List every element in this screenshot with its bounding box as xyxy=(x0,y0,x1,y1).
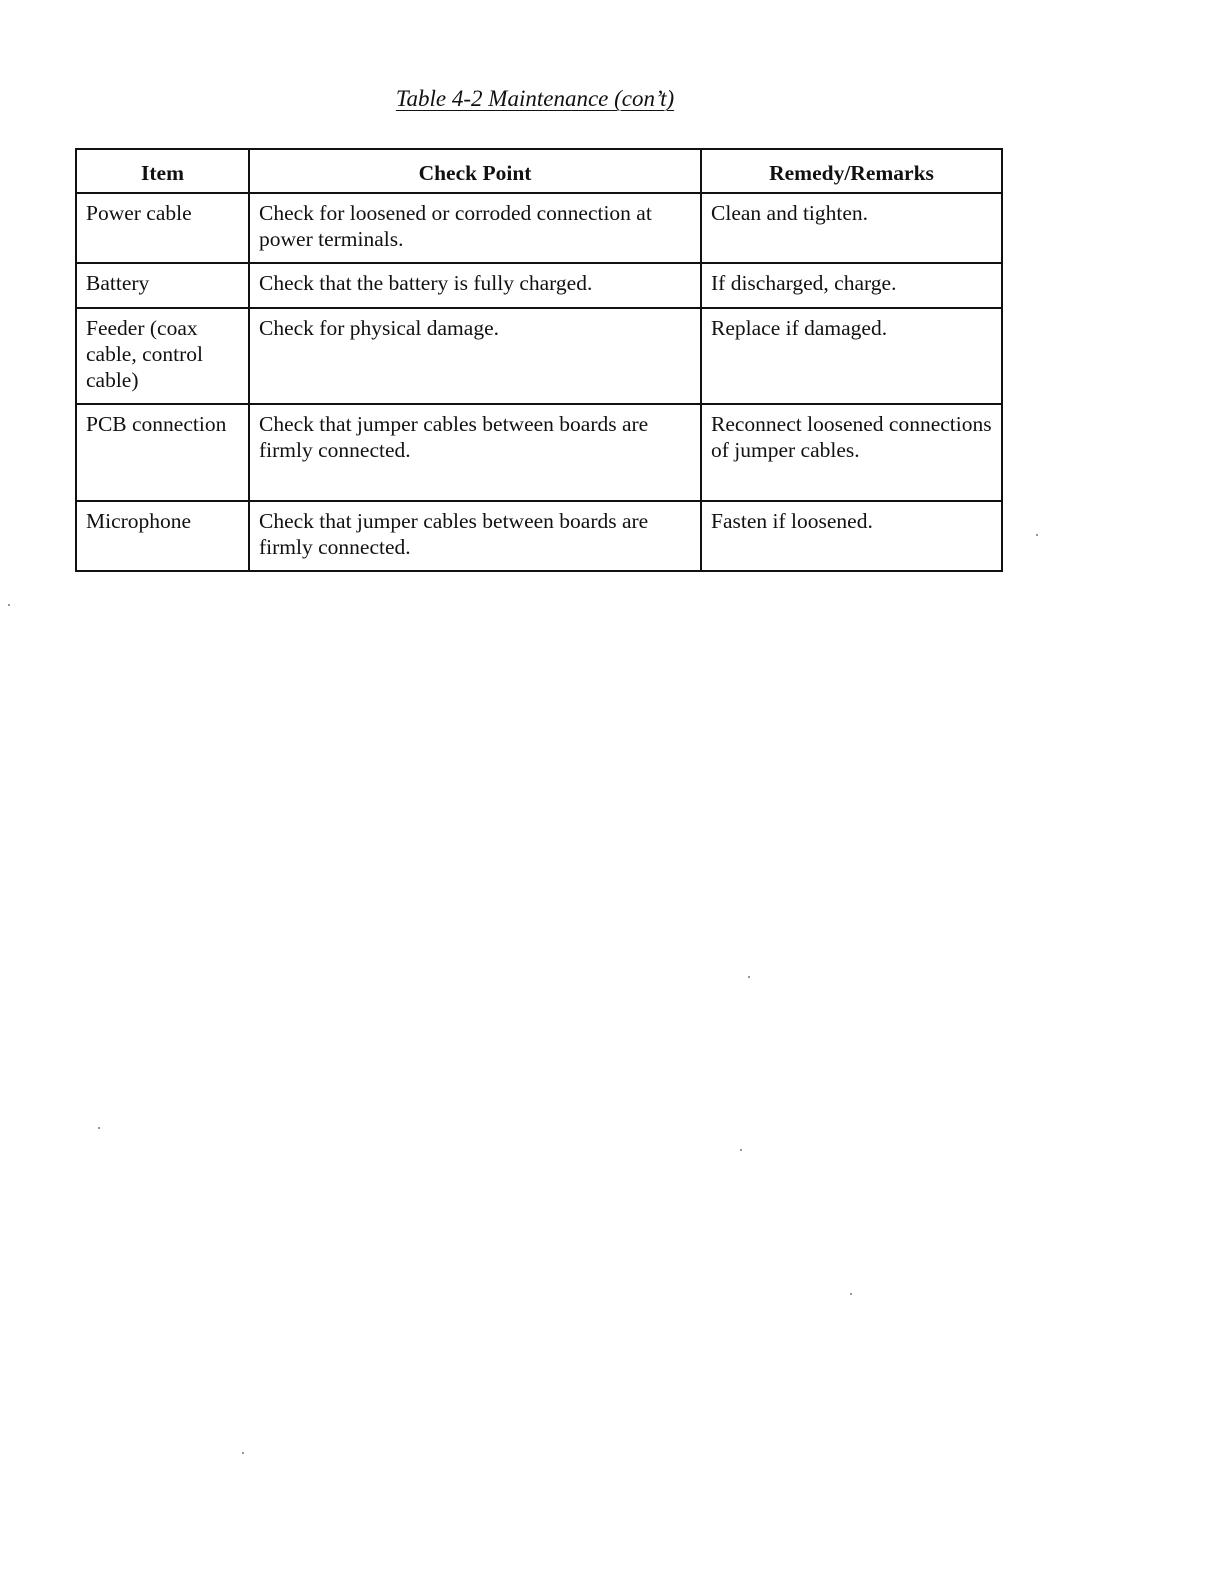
scan-speck xyxy=(1036,534,1038,536)
cell-check-point: Check that the battery is fully charged. xyxy=(249,263,701,308)
scan-speck xyxy=(748,976,750,978)
cell-item: Power cable xyxy=(76,193,249,263)
cell-remedy: Reconnect loosened connections of jumper cables. xyxy=(701,404,1002,501)
table-caption-text: Table 4-2 Maintenance (con’t) xyxy=(395,86,675,111)
table-caption xyxy=(0,86,1070,112)
cell-check-point: Check for physical damage. xyxy=(249,308,701,404)
cell-check-point: Check that jumper cables between boards are firmly connected. xyxy=(249,501,701,571)
table-row xyxy=(76,193,1002,263)
table-header-row xyxy=(76,149,1002,193)
scan-speck xyxy=(740,1149,742,1151)
cell-check-point: Check that jumper cables between boards are firmly connected. xyxy=(249,404,701,501)
cell-remedy: Replace if damaged. xyxy=(701,308,1002,404)
header-check-point: Check Point xyxy=(249,149,701,193)
table-row xyxy=(76,501,1002,571)
header-remedy: Remedy/Remarks xyxy=(701,149,1002,193)
table-row xyxy=(76,404,1002,501)
table-row xyxy=(76,263,1002,308)
cell-remedy: Fasten if loosened. xyxy=(701,501,1002,571)
cell-check-point: Check for loosened or corroded connection at power terminals. xyxy=(249,193,701,263)
header-item: Item xyxy=(76,149,249,193)
scan-speck xyxy=(850,1293,852,1295)
maintenance-table xyxy=(75,148,1003,572)
cell-remedy: If discharged, charge. xyxy=(701,263,1002,308)
cell-item: PCB connection xyxy=(76,404,249,501)
cell-remedy: Clean and tighten. xyxy=(701,193,1002,263)
table-row xyxy=(76,308,1002,404)
scan-speck xyxy=(242,1452,244,1454)
cell-item: Battery xyxy=(76,263,249,308)
cell-item: Feeder (coax cable, control cable) xyxy=(76,308,249,404)
scan-speck xyxy=(98,1127,100,1129)
scan-speck xyxy=(8,604,10,606)
cell-item: Microphone xyxy=(76,501,249,571)
